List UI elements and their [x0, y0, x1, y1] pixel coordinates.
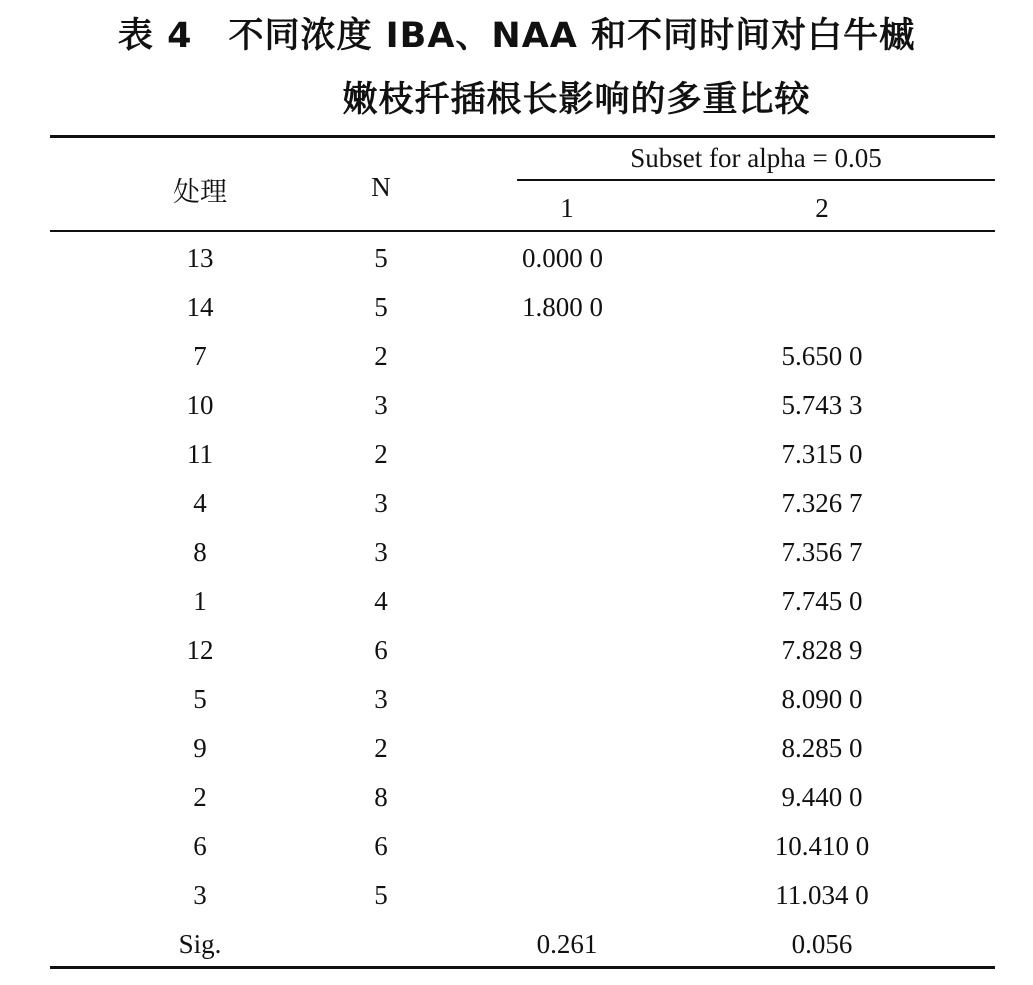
cell-subset-2: 8.090 0	[781, 684, 863, 714]
cell-n: 5	[374, 243, 388, 273]
cell-subset-2: 9.440 0	[781, 782, 863, 812]
sig-subset-1: 0.261	[536, 929, 598, 959]
cell-subset-2: 7.828 9	[781, 635, 863, 665]
cell-treatment: 11	[187, 439, 213, 469]
cell-treatment: 3	[193, 880, 207, 910]
cell-treatment: 4	[193, 488, 207, 518]
cell-n: 5	[374, 880, 388, 910]
cell-n: 3	[374, 488, 388, 518]
cell-n: 3	[374, 537, 388, 567]
subset-header-rule	[517, 179, 995, 181]
cell-n: 3	[374, 390, 388, 420]
cell-treatment: 10	[186, 390, 214, 420]
table-caption-line-2: 嫩枝扦插根长影响的多重比较	[342, 80, 811, 120]
cell-subset-2: 7.745 0	[781, 586, 863, 616]
cell-n: 5	[374, 292, 388, 322]
table-caption-line-1: 表 4 不同浓度 IBA、NAA 和不同时间对白牛槭	[117, 16, 916, 56]
cell-treatment: 6	[193, 831, 207, 861]
cell-treatment: 14	[186, 292, 214, 322]
cell-n: 6	[374, 635, 388, 665]
cell-treatment: 2	[193, 782, 207, 812]
cell-n: 2	[374, 733, 388, 763]
cell-n: 6	[374, 831, 388, 861]
cell-subset-2: 11.034 0	[775, 880, 869, 910]
cell-n: 4	[374, 586, 388, 616]
cell-treatment: 12	[186, 635, 214, 665]
table-bottom-rule	[50, 966, 995, 969]
cell-subset-1: 1.800 0	[522, 292, 603, 322]
cell-n: 3	[374, 684, 388, 714]
cell-treatment: 13	[186, 243, 214, 273]
table-header-rule	[50, 230, 995, 232]
cell-subset-2: 8.285 0	[781, 733, 863, 763]
cell-n: 2	[374, 341, 388, 371]
header-treatment: 处理	[173, 177, 227, 208]
cell-treatment: 1	[193, 586, 207, 616]
cell-treatment: 8	[193, 537, 207, 567]
header-subset-2: 2	[815, 193, 829, 223]
cell-subset-1: 0.000 0	[522, 243, 603, 273]
cell-subset-2: 7.356 7	[781, 537, 863, 567]
sig-subset-2: 0.056	[791, 929, 853, 959]
header-subset: Subset for alpha = 0.05	[630, 143, 882, 173]
cell-subset-2: 5.743 3	[781, 390, 863, 420]
table-top-rule	[50, 135, 995, 138]
cell-treatment: 9	[193, 733, 207, 763]
cell-treatment: 5	[193, 684, 207, 714]
cell-subset-2: 5.650 0	[781, 341, 863, 371]
cell-treatment: 7	[193, 341, 207, 371]
sig-label: Sig.	[178, 929, 222, 959]
header-subset-1: 1	[560, 193, 574, 223]
cell-subset-2: 7.315 0	[781, 439, 863, 469]
cell-subset-2: 10.410 0	[774, 831, 870, 861]
cell-n: 2	[374, 439, 388, 469]
header-n: N	[371, 172, 391, 202]
cell-n: 8	[374, 782, 388, 812]
cell-subset-2: 7.326 7	[781, 488, 863, 518]
